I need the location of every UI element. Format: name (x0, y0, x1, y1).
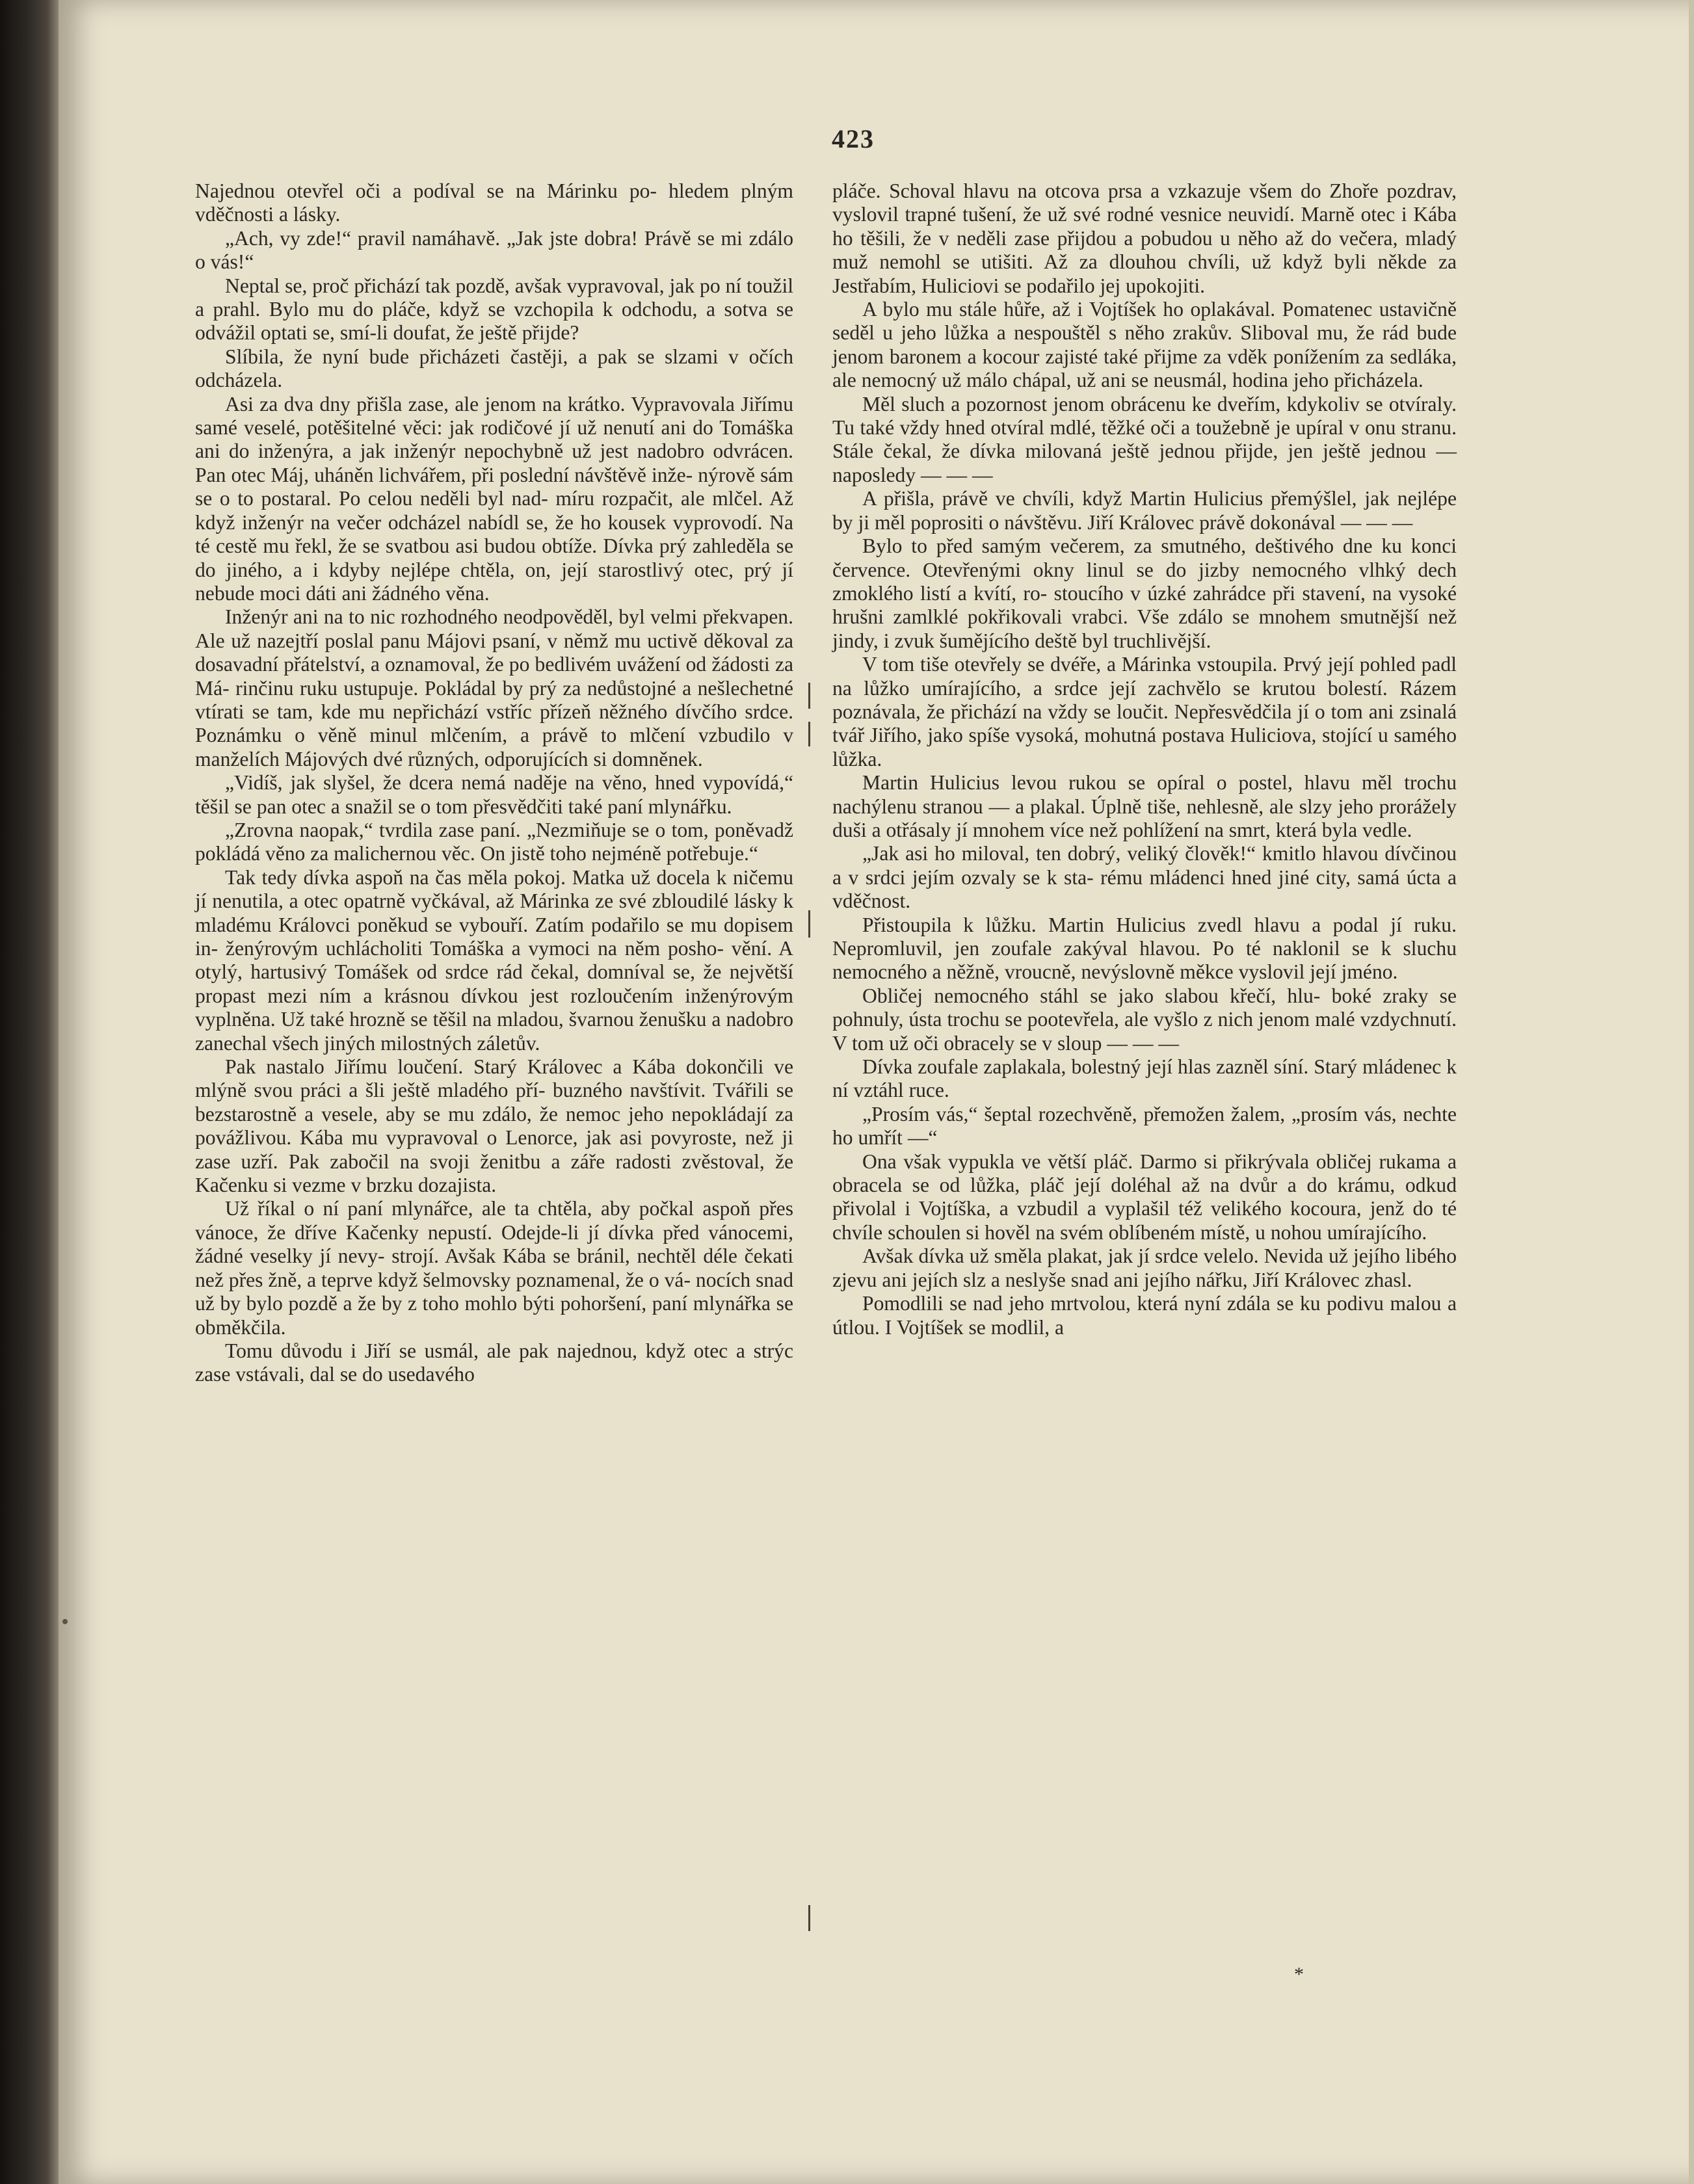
paragraph: Pak nastalo Jiřímu loučení. Starý Královec a Kába dokončili ve mlýně svou práci a šli ještě mladého pří- buzného navštívit. Tvářili se bezstarostně a vesele, aby se mu zdálo, že nemoc jeho nepokládají za povážlivou. Kába mu vypravoval o Lenorce, jak asi povyroste, než ji zase uzří. Pak zabočil na svoji ženitbu a záře radosti zvěstoval, že Kačenku si vezme v brzku dozajista. (195, 1055, 793, 1197)
paragraph: „Vidíš, jak slyšel, že dcera nemá naděje na věno, hned vypovídá,“ těšil se pan otec a snažil se o tom přesvědčiti také paní mlynářku. (195, 771, 793, 818)
paragraph: Inženýr ani na to nic rozhodného neodpověděl, byl velmi překvapen. Ale už nazejtří poslal panu Májovi psaní, v němž mu uctivě děkoval za dosavadní přátelství, a oznamoval, že po bedlivém uvážení od žádosti za Má- rinčinu ruku ustupuje. Pokládal by prý za nedůstojné a nešlechetné vtírati se tam, kde mu nepřichází vstříc přízeň něžného dívčího srdce. Poznámku o věně minul mlčením, a právě to mlčení vzbudilo v manželích Májových dvé různých, odporujících si domněnek. (195, 605, 793, 770)
paragraph: „Prosím vás,“ šeptal rozechvěně, přemožen žalem, „prosím vás, nechte ho umřít —“ (832, 1102, 1457, 1150)
book-spine-shadow (0, 0, 59, 2184)
rule-mark (808, 722, 810, 746)
paragraph: Obličej nemocného stáhl se jako slabou křečí, hlu- boké zraky se pohnuly, ústa trochu se pootevřela, ale vyšlo z nich jenom malé vzdychnutí. V tom už oči obracely se v sloup — — — (832, 984, 1457, 1055)
paragraph: Ona však vypukla ve větší pláč. Darmo si přikrývala obličej rukama a obracela se od lůžka, pláč její doléhal až na dvůr a do krámu, odkud přivolal i Vojtíška, a vzbudil a vyplašil též velikého kocoura, jenž do té chvíle schoulen si hověl na svém oblíbeném místě, u nohou umírajícího. (832, 1150, 1457, 1244)
rule-mark (808, 683, 810, 709)
paragraph: V tom tiše otevřely se dvéře, a Márinka vstoupila. Prvý její pohled padl na lůžko umírajícího, a srdce její zachvělo se krutou bolestí. Rázem poznávala, že přichází na vždy se loučit. Nepřesvědčila jí o tom ani zsinalá tvář Jiřího, jako spíše vysoká, mohutná postava Huliciova, stojící u samého lůžka. (832, 653, 1457, 770)
paragraph: Už říkal o ní paní mlynářce, ale ta chtěla, aby počkal aspoň přes vánoce, že dříve Kačenky nepustí. Odejde-li jí dívka před vánocemi, žádné veselky jí nevy- strojí. Avšak Kába se bránil, nechtěl déle čekati než přes žně, a teprve když šelmovsky poznamenal, že o vá- nocích snad už by bylo pozdě a že by z toho mohlo býti pohoršení, paní mlynářka se obměkčila. (195, 1197, 793, 1339)
paragraph: A přišla, právě ve chvíli, když Martin Hulicius přemýšlel, jak nejlépe by ji měl poprositi o návštěvu. Jiří Královec právě dokonával — — — (832, 487, 1457, 534)
paragraph: Dívka zoufale zaplakala, bolestný její hlas zazněl síní. Starý mládenec k ní vztáhl ruce. (832, 1055, 1457, 1102)
paragraph: Měl sluch a pozornost jenom obrácenu ke dveřím, kdykoliv se otvíraly. Tu také vždy hned otvíral mdlé, těžké oči a toužebně je upíral v onu stranu. Stále čekal, že dívka milovaná ještě jednou přijde, jen ještě jednou — naposledy — — — (832, 392, 1457, 486)
rule-mark (808, 910, 810, 938)
rule-mark (808, 1905, 810, 1931)
paragraph: Asi za dva dny přišla zase, ale jenom na krátko. Vypravovala Jiřímu samé veselé, potěšitelné věci: jak rodičové jí už nenutí ani do Tomáška ani do inženýra, a jak inženýr nepochybně už jest nadobro odvrácen. Pan otec Máj, uháněn lichvářem, při poslední návštěvě inže- nýrově sám se o to postaral. Po celou neděli byl nad- míru rozpačit, ale mlčel. Až když inženýr na večer odcházel nabídl se, že ho kousek vyprovodí. Na té cestě mu řekl, že se svatbou asi budou obtíže. Dívka prý zahleděla se do jiného, a i kdyby nejlépe chtěla, on, její starostlivý otec, prý jí nebude moci dáti ani žádného věna. (195, 392, 793, 605)
paragraph: Martin Hulicius levou rukou se opíral o postel, hlavu měl trochu nachýlenu stranou — a plakal. Úplně tiše, nehlesně, ale slzy jeho prorážely duši a otřásaly jí mnohem více než pohlížení na smrt, která byla vedle. (832, 771, 1457, 841)
paragraph: Najednou otevřel oči a podíval se na Márinku po- hledem plným vděčnosti a lásky. (195, 179, 793, 226)
paragraph: Bylo to před samým večerem, za smutného, deštivého dne ku konci července. Otevřenými okny linul se do jizby nemocného vlhký dech zmoklého listí a kvítí, ro- stoucího v úzké zahrádce při stavení, na vysoké hrušni zamlklé pokřikovali vrabci. Vše zdálo se mnohem smutnější než jindy, i zvuk šumějícího deště byl truchlivější. (832, 534, 1457, 652)
paragraph: Avšak dívka už směla plakat, jak jí srdce velelo. Nevida už jejího libého zjevu ani jejích slz a neslyše snad ani jejího nářku, Jiří Královec zhasl. (832, 1244, 1457, 1291)
paragraph: „Ach, vy zde!“ pravil namáhavě. „Jak jste dobra! Právě se mi zdálo o vás!“ (195, 226, 793, 274)
paragraph: Tomu důvodu i Jiří se usmál, ale pak najednou, když otec a strýc zase vstávali, dal se do usedavého (195, 1339, 793, 1386)
paper-speck (62, 1619, 68, 1624)
page-edge (1689, 0, 1694, 2184)
paragraph: „Zrovna naopak,“ tvrdila zase paní. „Nezmiňuje se o tom, poněvadž pokládá věno za malichernou věc. On jistě toho nejméně potřebuje.“ (195, 818, 793, 865)
paragraph: Slíbila, že nyní bude přicházeti častěji, a pak se slzami v očích odcházela. (195, 345, 793, 392)
page-number: 423 (832, 124, 875, 153)
paragraph: A bylo mu stále hůře, až i Vojtíšek ho oplakával. Pomatenec ustavičně seděl u jeho lůžka a nespouštěl s něho zrakův. Sliboval mu, že rád bude jenom baronem a kocour zajisté také přijme za vděk ponížením za sedláka, ale nemocný už málo chápal, už ani se neusmál, hodina jeho přicházela. (832, 298, 1457, 392)
paragraph: Neptal se, proč přichází tak pozdě, avšak vypravoval, jak po ní toužil a prahl. Bylo mu do pláče, když se vzchopila k odchodu, a sotva se odvážil optati se, smí-li doufat, že ještě přijde? (195, 274, 793, 345)
right-text-column (832, 179, 1457, 1339)
column-rule-marks (808, 683, 811, 1931)
paragraph: Přistoupila k lůžku. Martin Hulicius zvedl hlavu a podal jí ruku. Nepromluvil, jen zoufale zakýval hlavou. Po té naklonil se k sluchu nemocného a něžně, vroucně, nevýslovně měkce vyslovil její jméno. (832, 913, 1457, 984)
paragraph: pláče. Schoval hlavu na otcova prsa a vzkazuje všem do Zhoře pozdrav, vyslovil trapné tušení, že už své rodné vesnice neuvidí. Marně otec i Kába ho těšili, že v neděli zase přijdou a pobudou u něho až do večera, mladý muž nemohl se utišiti. Až za dlouhou chvíli, už když byli někde za Jestřabím, Huliciovi se podařilo jej upokojiti. (832, 179, 1457, 297)
paragraph: Pomodlili se nad jeho mrtvolou, která nyní zdála se ku podivu malou a útlou. I Vojtíšek se modlil, a (832, 1292, 1457, 1339)
paragraph: „Jak asi ho miloval, ten dobrý, veliký člověk!“ kmitlo hlavou dívčinou a v srdci jejím ozvaly se k sta- rému mládenci hned jiné city, samá úcta a vděčnost. (832, 842, 1457, 913)
paragraph: Tak tedy dívka aspoň na čas měla pokoj. Matka už docela k ničemu jí nenutila, a otec opatrně vyčkával, až Márinka ze své zbloudilé lásky k mladému Královci poněkud se vybouří. Zatím podařilo se mu dopisem in- ženýrovým uchlácholiti Tomáška a vymoci na něm posho- vění. A otylý, hartusivý Tomášek od srdce rád čekal, domníval se, že největší propast mezi ním a krásnou dívkou jest rozloučením inženýrovým vyplněna. Už také hrozně se těšil na mladou, švarnou ženušku a nadobro zanechal všech jiných milostných záletův. (195, 865, 793, 1055)
left-text-column (195, 179, 793, 1387)
footer-asterisk: * (1294, 1964, 1304, 1985)
